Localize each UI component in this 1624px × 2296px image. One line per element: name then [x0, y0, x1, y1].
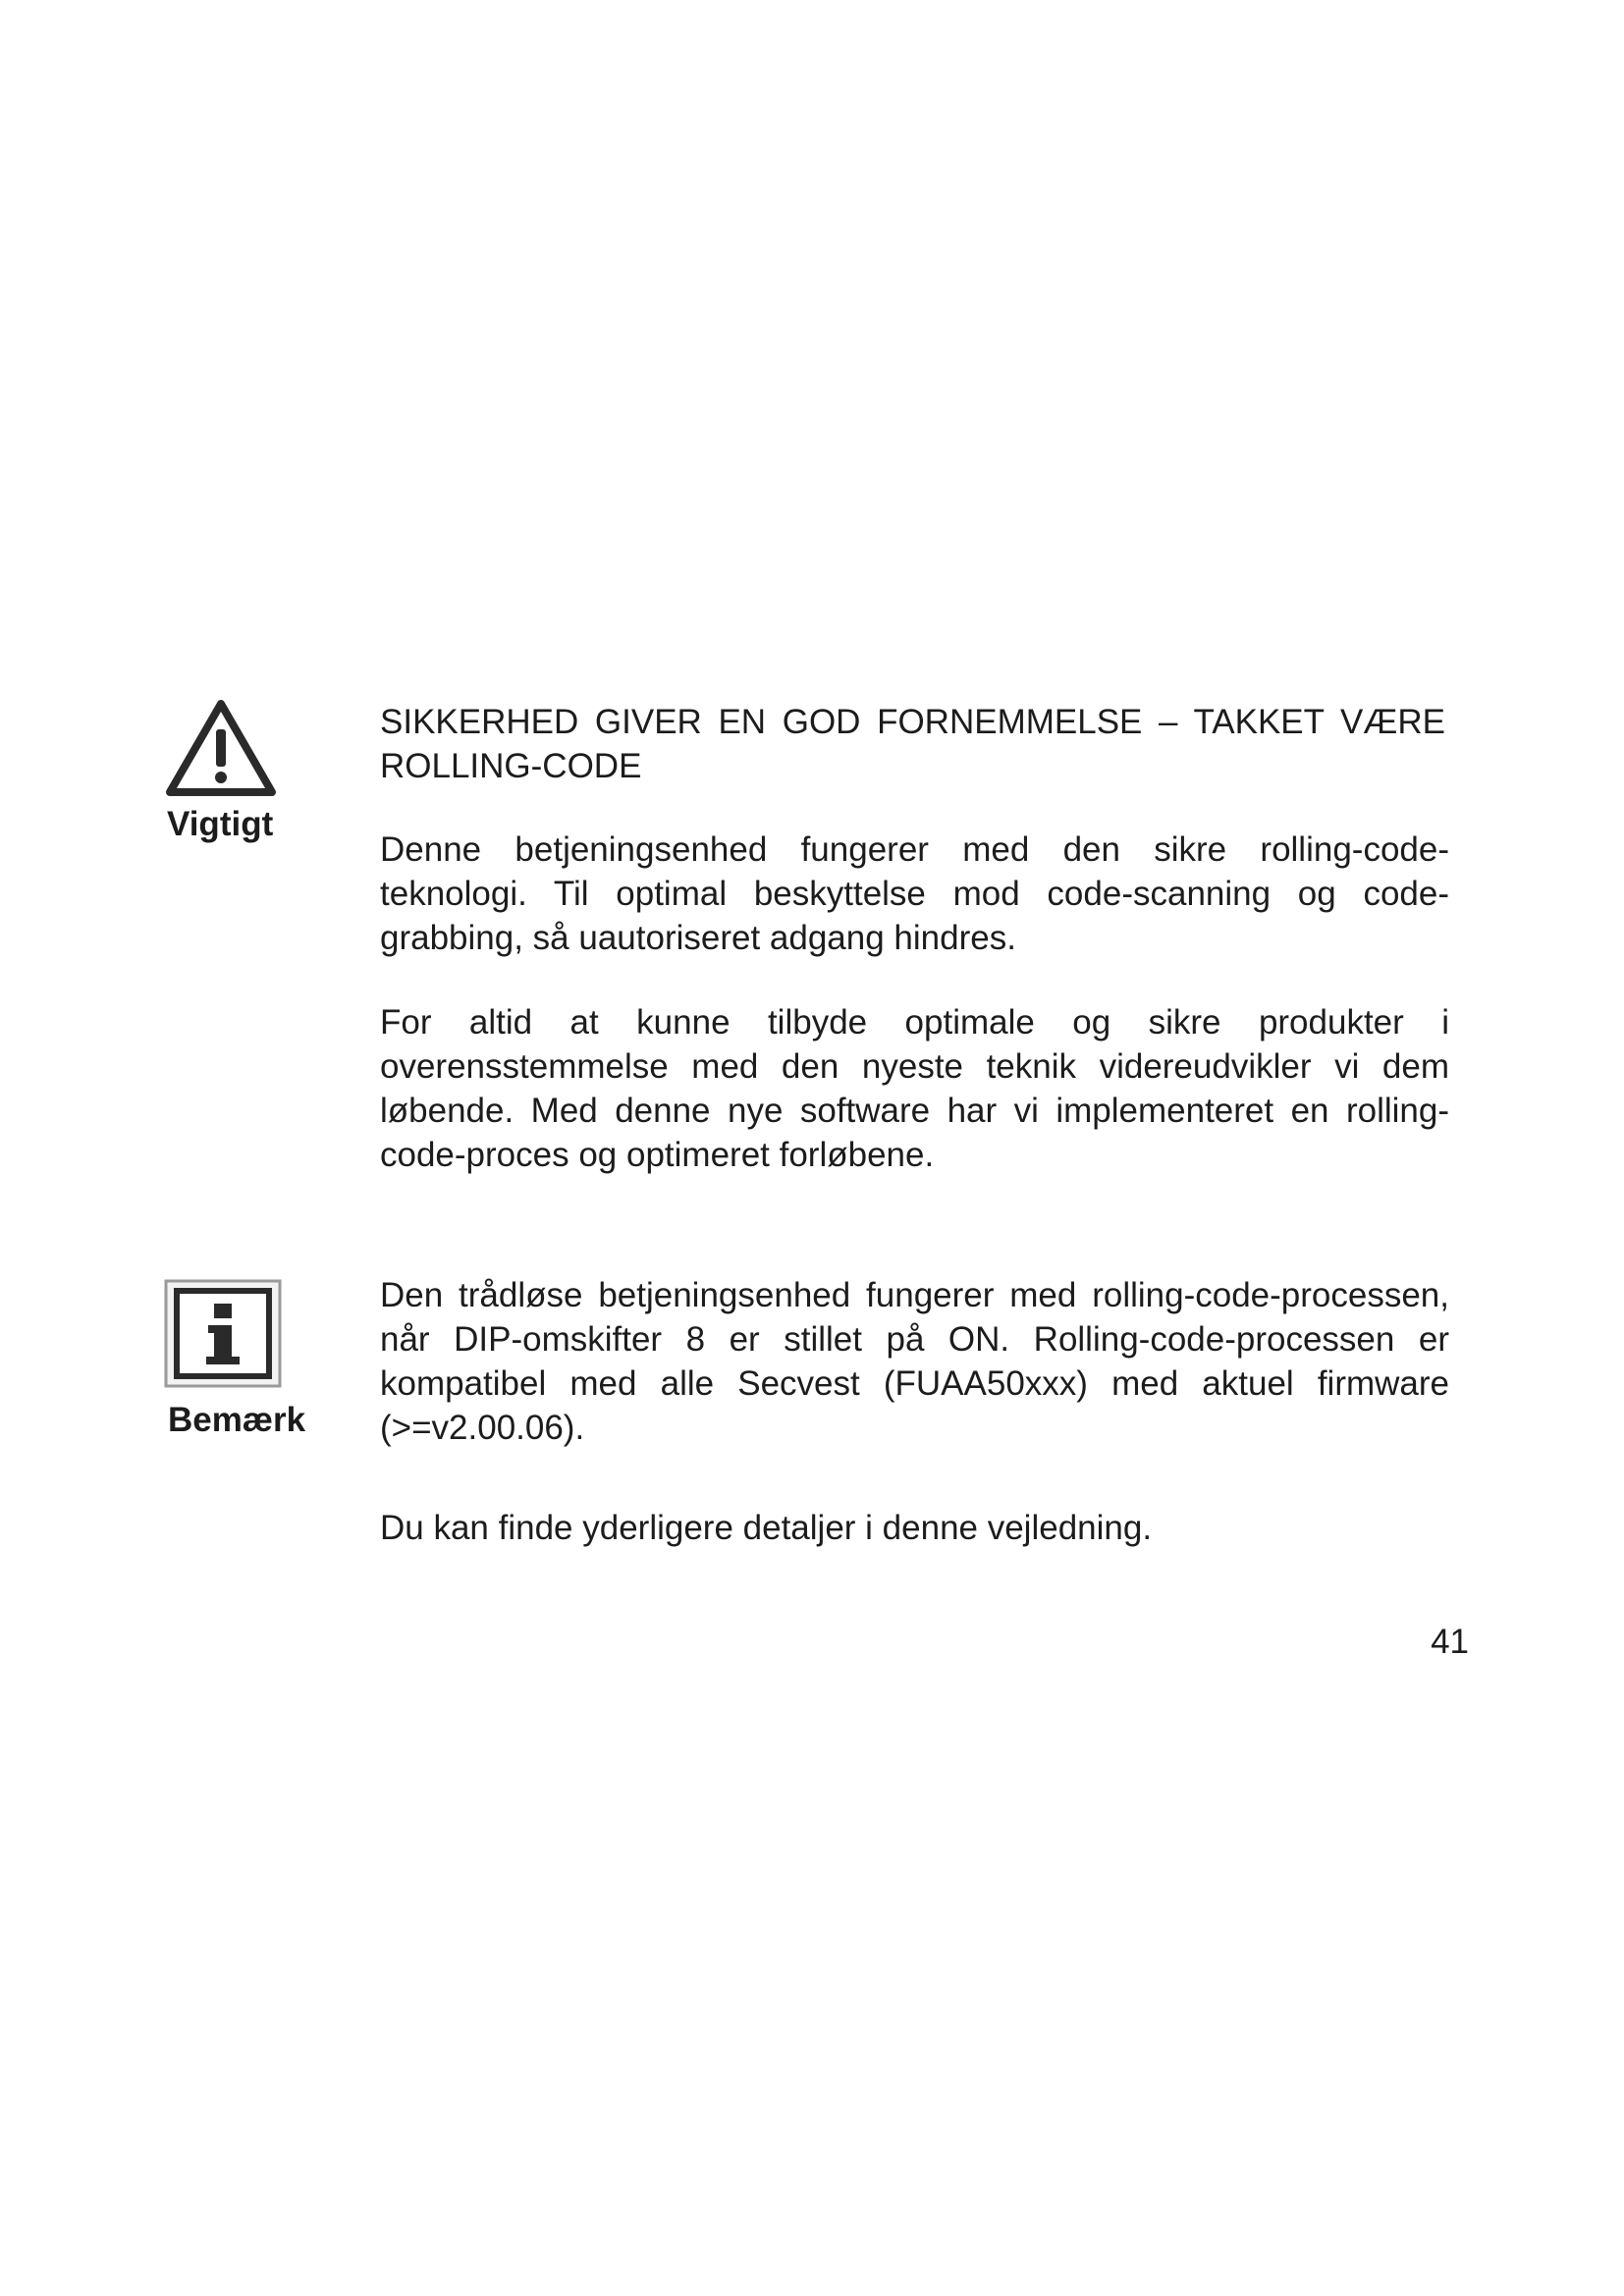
note-paragraph-2: Du kan finde yderligere detaljer i denne vejledning.	[380, 1509, 1153, 1547]
important-paragraph-1: Denne betjeningsenhed fungerer med den sikre rolling-code-teknologi. Til optimal beskyttelse mod code-scanning og code-grabbing, så uautoriseret adgang hindres.	[380, 830, 1449, 957]
warning-triangle-icon	[164, 698, 278, 800]
section-heading: SIKKERHED GIVER EN GOD FORNEMMELSE – TAKKET VÆRE ROLLING-CODE	[380, 703, 1445, 785]
note-paragraph-1: Den trådløse betjeningsenhed fungerer med rolling-code-processen, når DIP-omskifter 8 er stillet på ON. Rolling-code-processen er kompatibel med alle Secvest (FUAA50xxx) med aktuel firmware (>=v2.00.06).	[380, 1276, 1449, 1447]
important-paragraph-2: For altid at kunne tilbyde optimale og sikre produkter i overensstemmelse med den nyeste teknik videreudvikler vi dem løbende. Med denne nye software har vi implementeret en rolling-code-proces og optimeret forløbene.	[380, 1003, 1449, 1174]
info-i-icon	[163, 1278, 283, 1389]
page-number: 41	[1431, 1623, 1469, 1661]
note-label: Bemærk	[168, 1401, 306, 1439]
important-label: Vigtigt	[167, 805, 274, 843]
